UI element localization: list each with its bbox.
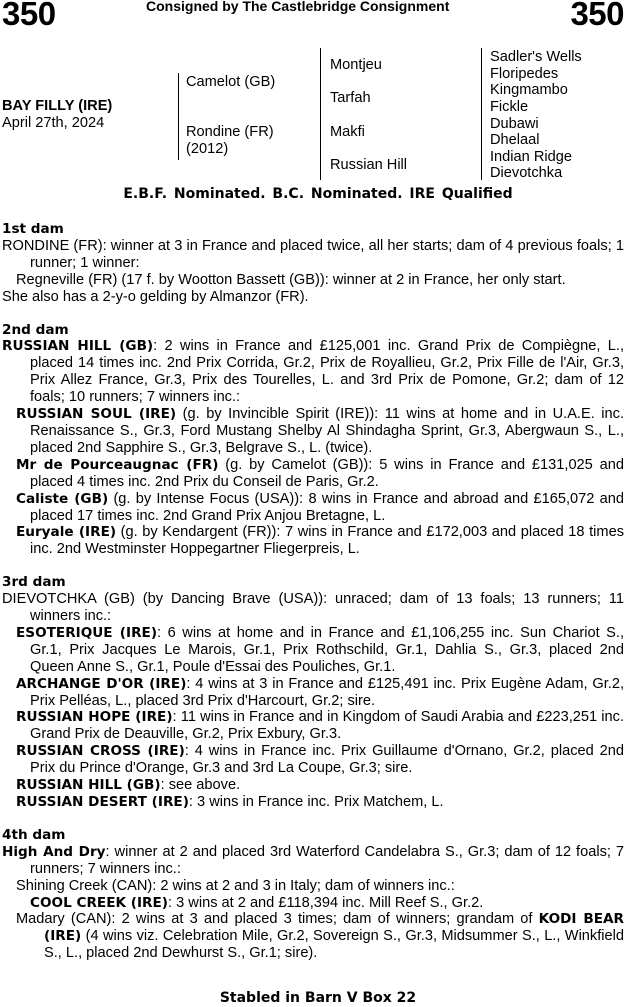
second-dam-progeny-1 [2, 406, 624, 457]
progeny-record: (g. by Kendargent (FR)): 7 wins in France and £172,003 and placed 18 times inc. 2nd Westminster Hoppegartner Fliegerpreis, L. [30, 524, 624, 558]
progeny-name: KODI BEAR (IRE) [44, 911, 624, 945]
progeny-record: 11 wins in France and in Kingdom of Saudi Arabia and £223,251 inc. Grand Prix de Deauville, Gr.2, Prix Exbury, Gr.3. [30, 709, 625, 743]
lot-number-right: 350 [570, 0, 624, 32]
third-dam-progeny-3: RUSSIAN HOPE (IRE): 11 wins in France and in Kingdom of Saudi Arabia and £223,251 inc. Grand Prix de Deauville, Gr.2, Prix Exbury, Gr.3. [16, 709, 625, 743]
progeny-name: ESOTERIQUE (IRE) [16, 624, 158, 641]
progeny-record: 4 wins at 3 in France and £125,491 inc. Prix Eugène Adam, Gr.2, Prix Pelléas, L., placed 3rd Prix d'Harcourt, Gr.2; sire. [30, 675, 624, 709]
pedigree-sire-sire: Montjeu [330, 57, 382, 73]
fourth-dam-record: winner at 2 and placed 3rd Waterford Candelabra S., Gr.3; dam of 12 foals; 7 runners; 7 winners inc.: [30, 843, 624, 877]
third-dam-progeny-6: RUSSIAN DESERT (IRE): 3 wins in France inc. Prix Matchem, L. [16, 794, 444, 810]
third-dam-progeny-1: ESOTERIQUE (IRE): 6 wins at home and in France and £1,106,255 inc. Sun Chariot S., Gr.1, Prix Jacques Le Marois, Gr.1, Prix Rothschild, Gr.1, Dahlia S., Gr.3, placed 2nd Queen Anne S., Gr.1, Poule d'Essai des Pouliches, Gr.1. [16, 624, 625, 675]
first-dam-text: RONDINE (FR): winner at 3 in France and placed twice, all her starts; dam of 4 previous foals; 1 runner; 1 winner: [2, 237, 624, 271]
progeny-name: RUSSIAN HOPE (IRE) [16, 709, 173, 726]
pedigree-g3-1: Sadler's Wells [490, 49, 582, 65]
pedigree-g3-5: Dubawi [490, 116, 539, 132]
second-dam-progeny-4 [2, 524, 624, 558]
second-dam-record: 2 wins in France and £125,001 inc. Grand Prix de Compiègne, L., placed 14 times inc. 2nd Prix Corrida, Gr.2, Prix de Royallieu, Gr.2, Prix Fille de l'Air, Gr.3, Prix Allez France, Gr.3, Prix des Tourelles, L. and 3rd Prix de Pomone, Gr.2; dam of 12 foals; 10 runners; 7 winners inc.: [30, 338, 625, 406]
progeny-name: ARCHANGE D'OR (IRE) [16, 675, 187, 692]
pedigree-line-1 [178, 73, 179, 160]
second-dam-text: RUSSIAN HILL (GB): 2 wins in France and £125,001 inc. Grand Prix de Compiègne, L., placed 14 times inc. 2nd Prix Corrida, Gr.2, Prix de Royallieu, Gr.2, Prix Fille de l'Air, Gr.3, Prix Allez France, Gr.3, Prix des Tourelles, L. and 3rd Prix de Pomone, Gr.2; dam of 12 foals; 10 runners; 7 winners inc.: [2, 338, 625, 406]
second-dam-name: RUSSIAN HILL (GB) [2, 338, 154, 355]
first-dam-progeny: Regneville (FR) (17 f. by Wootton Bassett (GB)): winner at 2 in France, her only start. [16, 271, 566, 288]
progeny-record: (g. by Invincible Spirit (IRE)): 11 wins at home and in U.A.E. inc. Renaissance S., Gr.3, Ford Mustang Shelby Al Shindagha Sprint, Gr.3, Abergwaun S., L., placed 2nd Sapphire S., Gr.3, Belgrave S., L. (twice). [30, 406, 625, 456]
progeny-record: 3 wins at 2 and £118,394 inc. Mill Reef S., Gr.2. [176, 894, 484, 911]
fourth-dam-progeny-shining-creek: Shining Creek (CAN): 2 wins at 2 and 3 in Italy; dam of winners inc.: [16, 877, 455, 894]
horse-sex-colour: BAY FILLY (IRE) [2, 98, 113, 114]
third-dam-heading: 3rd dam [2, 574, 66, 591]
progeny-name: RUSSIAN CROSS (IRE) [16, 743, 185, 760]
pedigree-g3-7: Indian Ridge [490, 149, 572, 165]
pedigree-dam-sire: Makfi [330, 124, 365, 140]
pedigree-g3-6: Dhelaal [490, 132, 540, 148]
madary-record: Madary (CAN): 2 wins at 3 and placed 3 times; dam of winners; grandam of [16, 911, 533, 928]
second-dam-heading: 2nd dam [2, 321, 69, 338]
lot-number-left: 350 [2, 0, 56, 32]
pedigree-line-3 [481, 48, 482, 180]
catalogue-body [2, 221, 624, 978]
second-dam-section [2, 322, 624, 559]
pedigree-dam-dam: Russian Hill [330, 157, 408, 173]
progeny-record: (g. by Camelot (GB)): 5 wins in France and £131,025 and placed 4 times inc. 2nd Prix du Conseil de Paris, Gr.2. [30, 456, 624, 490]
second-dam-progeny-2 [2, 457, 624, 491]
third-dam-progeny-2: ARCHANGE D'OR (IRE): 4 wins at 3 in France and £125,491 inc. Prix Eugène Adam, Gr.2, Prix Pelléas, L., placed 3rd Prix d'Harcourt, Gr.2; sire. [16, 675, 624, 709]
progeny-name: RUSSIAN SOUL (IRE) [16, 406, 177, 423]
progeny-record: 4 wins in France inc. Prix Guillaume d'Ornano, Gr.2, placed 2nd Prix du Prince d'Orange, Gr.3 and 3rd La Coupe, Gr.3; sire. [30, 743, 624, 777]
pedigree-g3-8: Dievotchka [490, 165, 563, 181]
pedigree-sire: Camelot (GB) [186, 74, 276, 90]
progeny-name: Caliste (GB) [16, 490, 109, 507]
pedigree-sire-dam: Tarfah [330, 90, 371, 106]
pedigree-g3-4: Fickle [490, 99, 529, 115]
pedigree-g3-3: Kingmambo [490, 82, 568, 98]
progeny-record: (4 wins viz. Celebration Mile, Gr.2, Sovereign S., Gr.3, Midsummer S., L., Winkfield S., L., placed 2nd Dewhurst S., Gr.1; sire). [44, 928, 624, 962]
nominations-line: E.B.F. Nominated. B.C. Nominated. IRE Qualified [123, 186, 513, 202]
third-dam-text: DIEVOTCHKA (GB) (by Dancing Brave (USA)): unraced; dam of 13 foals; 13 runners; 11 winners inc.: [2, 591, 624, 625]
first-dam-note: She also has a 2-y-o gelding by Almanzor (FR). [2, 288, 309, 305]
pedigree-g3-2: Floripedes [490, 66, 559, 82]
fourth-dam-grandprogeny-cool-creek: COOL CREEK (IRE): 3 wins at 2 and £118,394 inc. Mill Reef S., Gr.2. [30, 894, 484, 911]
progeny-name: Mr de Pourceaugnac (FR) [16, 456, 219, 473]
pedigree-dam: Rondine (FR) [186, 124, 274, 140]
progeny-name: RUSSIAN DESERT (IRE) [16, 794, 189, 810]
progeny-record: 6 wins at home and in France and £1,106,255 inc. Sun Chariot S., Gr.1, Prix Jacques Le Marois, Gr.1, Prix Rothschild, Gr.1, Dahlia S., Gr.3, placed 2nd Queen Anne S., Gr.1, Poule d'Essai des Pouliches, Gr.1. [30, 624, 625, 675]
progeny-record: see above. [168, 777, 241, 794]
first-dam-section [2, 221, 624, 306]
first-dam-heading: 1st dam [2, 221, 64, 237]
third-dam-section [2, 574, 624, 811]
progeny-record: 3 wins in France inc. Prix Matchem, L. [197, 794, 444, 810]
progeny-name: RUSSIAN HILL (GB) [16, 777, 161, 794]
fourth-dam-heading: 4th dam [2, 826, 66, 843]
fourth-dam-section [2, 827, 624, 962]
progeny-name: COOL CREEK (IRE) [30, 894, 169, 911]
stabled-location: Stabled in Barn V Box 22 [219, 990, 417, 1006]
fourth-dam-progeny-madary [2, 911, 624, 962]
third-dam-progeny-5: RUSSIAN HILL (GB): see above. [16, 777, 241, 794]
horse-foaled-date: April 27th, 2024 [2, 115, 105, 131]
second-dam-progeny-3 [2, 491, 624, 525]
pedigree-dam-year: (2012) [186, 141, 229, 157]
consignor-line: Consigned by The Castlebridge Consignment [146, 0, 450, 14]
progeny-record: (g. by Intense Focus (USA)): 8 wins in France and abroad and £165,072 and placed 17 times inc. 2nd Grand Prix Anjou Bretagne, L. [30, 490, 624, 524]
fourth-dam-text: High And Dry: winner at 2 and placed 3rd Waterford Candelabra S., Gr.3; dam of 12 foals; 7 runners; 7 winners inc.: [2, 843, 624, 877]
fourth-dam-name: High And Dry [2, 843, 106, 860]
progeny-name: Euryale (IRE) [16, 524, 117, 541]
pedigree-line-2 [320, 48, 321, 180]
third-dam-progeny-4: RUSSIAN CROSS (IRE): 4 wins in France inc. Prix Guillaume d'Ornano, Gr.2, placed 2nd Prix du Prince d'Orange, Gr.3 and 3rd La Coupe, Gr.3; sire. [16, 743, 624, 777]
